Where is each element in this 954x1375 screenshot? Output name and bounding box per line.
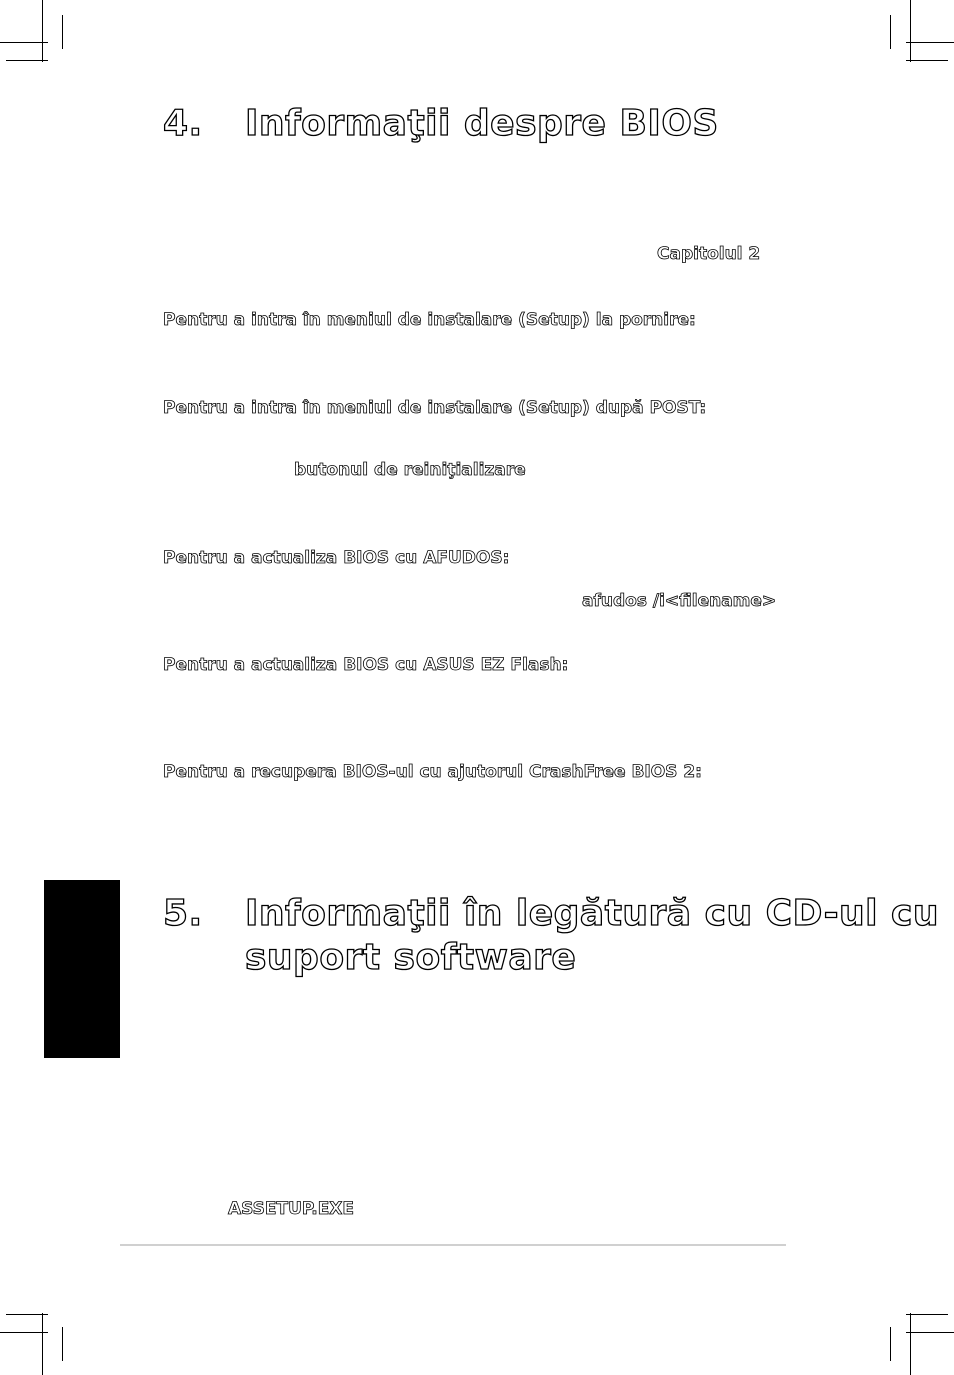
section-5-title-line1: Informaţii în legătură cu CD-ul cu [245,893,940,934]
reset-button-text: butonul de reiniţializare [294,460,526,480]
update-afudos-heading: Pentru a actualiza BIOS cu AFUDOS: [163,548,510,568]
footer-rule [120,1244,786,1246]
setup-file-name: ASSETUP.EXE [228,1199,355,1219]
section-5-title-line2: suport software [245,937,577,978]
enter-setup-boot-heading: Pentru a intra în meniul de instalare (Setup) la pornire: [163,310,696,330]
update-ezflash-heading: Pentru a actualiza BIOS cu ASUS EZ Flash: [163,655,569,675]
chapter-reference: Capitolul 2 [657,244,761,264]
enter-setup-post-heading: Pentru a intra în meniul de instalare (Setup) după POST: [163,398,707,418]
section-4-title: Informaţii despre BIOS [245,103,719,144]
section-4-number: 4. [163,103,203,144]
sidebar-language-tab [44,880,120,1058]
section-5-number: 5. [163,893,203,934]
recover-crashfree-heading: Pentru a recupera BIOS-ul cu ajutorul CrashFree BIOS 2: [163,762,702,782]
afudos-command: afudos /i<filename> [582,591,777,611]
